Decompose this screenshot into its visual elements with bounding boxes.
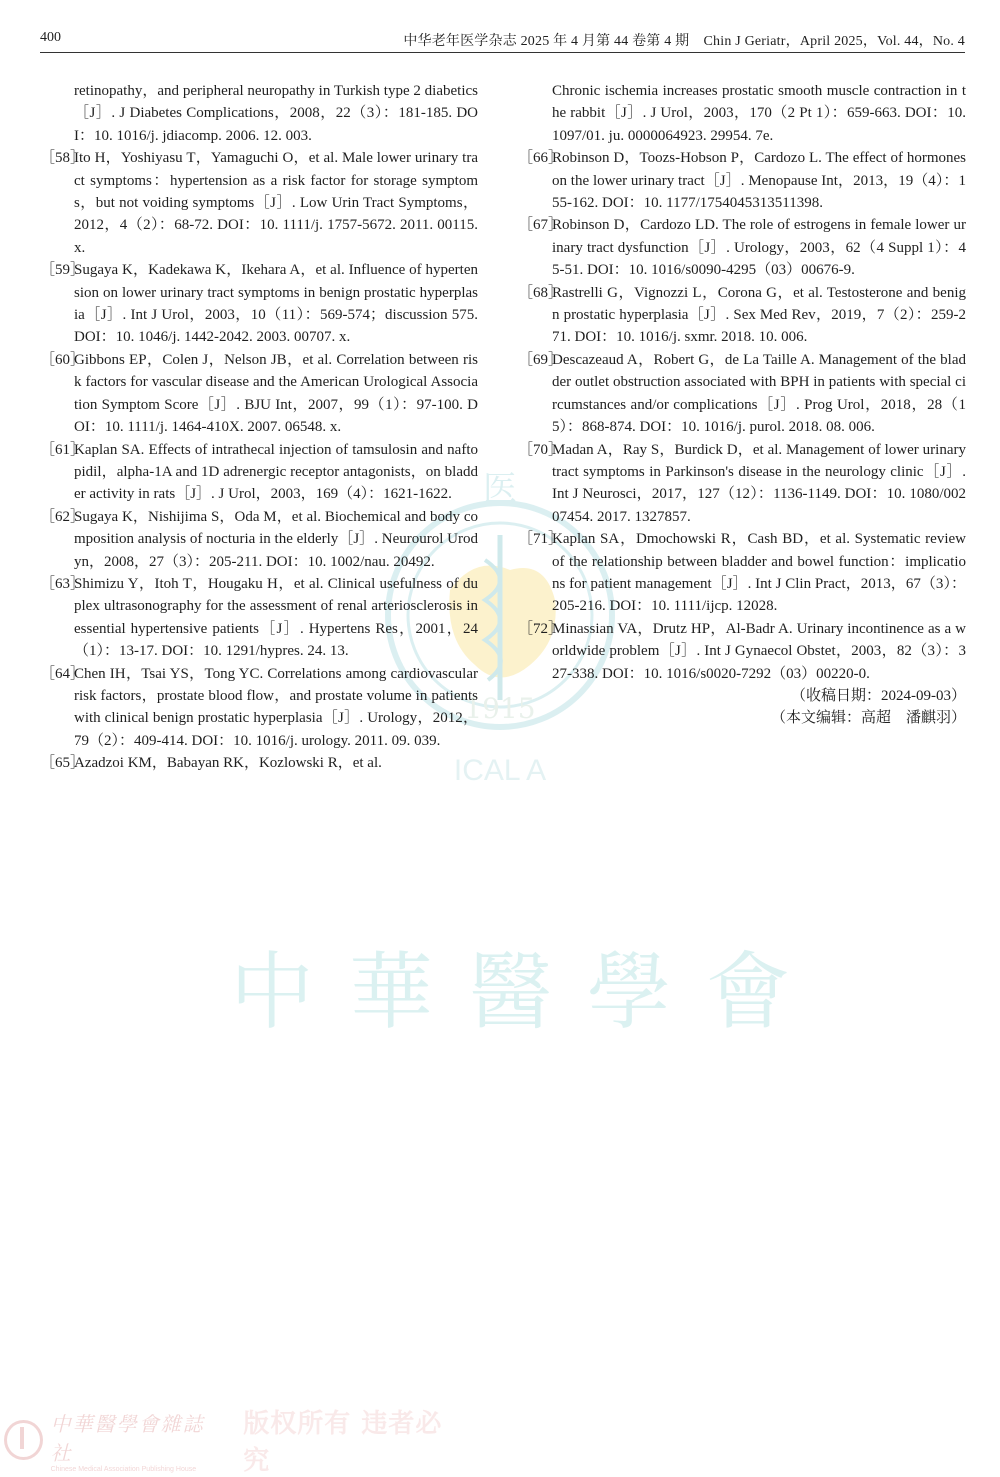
reference-number: ［64］ xyxy=(40,665,86,682)
reference-number: ［66］ xyxy=(518,150,564,167)
reference-continuation xyxy=(518,80,966,147)
reference-entry xyxy=(40,259,478,349)
reference-number: ［58］ xyxy=(40,150,86,167)
reference-entry xyxy=(40,439,478,506)
reference-text: Madan A，Ray S，Burdick D，et al. Management of lower urinary tract symptoms in Parkinson's disease in the neurology clinic［J］. Int J Neurosci，2017，127（12）：1136-1149. DOI：10. 1080/00207454. 2017. 1327857. xyxy=(552,441,966,525)
reference-column-right xyxy=(518,80,966,730)
reference-number: ［69］ xyxy=(518,351,564,368)
reference-entry xyxy=(518,147,966,214)
publisher-emblem-icon xyxy=(4,1420,43,1460)
reference-continuation xyxy=(40,80,478,147)
publisher-name-en: Chinese Medical Association Publishing House xyxy=(50,1465,197,1473)
reference-entry xyxy=(518,439,966,529)
reference-entry xyxy=(518,618,966,685)
reference-number: ［67］ xyxy=(518,217,564,234)
reference-entry xyxy=(518,528,966,618)
page-number: 400 xyxy=(40,30,61,45)
reference-entry xyxy=(40,573,478,663)
reference-text: retinopathy，and peripheral neuropathy in Turkish type 2 diabetics［J］. J Diabetes Complications，2008，22（3）：181-185. DOI：10. 1016/j. jdiacomp. 2006. 12. 003. xyxy=(74,83,478,144)
reference-text: Robinson D，Cardozo LD. The role of estrogens in female lower urinary tract dysfunction［J］. Urology，2003，62（4 Suppl 1）：45-51. DOI：10. 1016/s0090-4295（03）00676-9. xyxy=(552,217,966,279)
calligraphy-watermark xyxy=(230,930,790,1040)
reference-column-left xyxy=(40,80,478,775)
reference-number: ［72］ xyxy=(518,620,564,637)
reference-entry xyxy=(40,349,478,439)
reference-number: ［71］ xyxy=(518,531,564,548)
calligraphy-glyph: 華 xyxy=(348,942,433,1041)
reference-text: Ito H，Yoshiyasu T，Yamaguchi O，et al. Male lower urinary tract symptoms：hypertension as a risk factor for storage symptoms，but not voiding symptoms［J］. Low Urin Tract Symptoms，2012，4（2）：68-72. DOI：10. 1111/j. 1757-5672. 2011. 00115. x. xyxy=(74,150,478,256)
reference-number xyxy=(40,80,74,147)
reference-number: ［62］ xyxy=(40,508,86,525)
reference-entry xyxy=(518,349,966,439)
calligraphy-glyph: 會 xyxy=(705,942,790,1041)
article-end-notes xyxy=(518,685,966,730)
editor-credit: （本文编辑：高超 潘麒羽） xyxy=(770,710,966,727)
reference-entry xyxy=(518,282,966,349)
reference-text: Rastrelli G，Vignozzi L，Corona G，et al. Testosterone and benign prostatic hyperplasia［J］. Sex Med Rev，2019，7（2）：259-271. DOI：10. 1016/j. sxmr. 2018. 10. 006. xyxy=(552,284,966,346)
calligraphy-glyph: 學 xyxy=(586,942,671,1041)
reference-text: Gibbons EP，Colen J，Nelson JB，et al. Correlation between risk factors for vascular disease and the American Urological Association Symptom Score［J］. BJU Int，2007，99（1）：97-100. DOI：10. 1111/j. 1464-410X. 2007. 06548. x. xyxy=(74,351,478,436)
reference-text: Azadzoi KM，Babayan RK，Kozlowski R，et al. xyxy=(74,755,382,772)
reference-entry xyxy=(40,506,478,573)
publisher-brand xyxy=(51,1408,220,1473)
calligraphy-glyph: 醫 xyxy=(467,942,552,1041)
reference-text: Sugaya K，Kadekawa K，Ikehara A，et al. Influence of hypertension on lower urinary tract symptoms in benign prostatic hyperplasia［J］. Int J Urol，2003，10（11）：569-574；discussion 575. DOI：10. 1046/j. 1442-2042. 2003. 00707. x. xyxy=(74,262,478,346)
reference-text: Chen IH，Tsai YS，Tong YC. Correlations among cardiovascular risk factors，prostate blood flow，and prostate volume in patients with clinical benign prostatic hyperplasia［J］. Urology，2012，79（2）：409-414. DOI：10. 1016/j. urology. 2011. 09. 039. xyxy=(74,665,478,749)
reference-text: Kaplan SA. Effects of intrathecal injection of tamsulosin and naftopidil，alpha-1A and 1D adrenergic receptor antagonists，on bladder activity in rats［J］. J Urol，2003，169（4）：1621-1622. xyxy=(74,441,478,503)
reference-number xyxy=(518,80,552,147)
reference-number: ［70］ xyxy=(518,441,564,458)
reference-text: Kaplan SA，Dmochowski R，Cash BD，et al. Systematic review of the relationship between bladder and bowel function：implications for patient management［J］. Int J Clin Pract，2013，67（3）：205-216. DOI：10. 1111/ijcp. 12028. xyxy=(552,531,966,615)
reference-text: Minassian VA，Drutz HP，Al-Badr A. Urinary incontinence as a worldwide problem［J］. Int J Gynaecol Obstet，2003，82（3）：327-338. DOI：10. 1016/s0020-7292（03）00220-0. xyxy=(552,620,966,682)
seal-year: 1915 xyxy=(464,692,536,725)
received-date: （收稿日期：2024-09-03） xyxy=(791,687,966,704)
reference-number: ［65］ xyxy=(40,755,86,772)
reference-entry xyxy=(40,752,478,774)
reference-number: ［68］ xyxy=(518,284,564,301)
reference-number: ［63］ xyxy=(40,575,86,592)
reference-entry xyxy=(40,663,478,753)
calligraphy-glyph: 中 xyxy=(230,942,315,1041)
copyright-stamp: 版权所有 违者必究 xyxy=(243,1409,443,1476)
reference-entry xyxy=(40,147,478,259)
reference-number: ［60］ xyxy=(40,351,86,368)
reference-text: Chronic ischemia increases prostatic smooth muscle contraction in the rabbit［J］. J Urol，2003，170（2 Pt 1）：659-663. DOI：10. 1097/01. ju. 0000064923. 29954. 7e. xyxy=(552,83,966,144)
reference-text: Descazeaud A，Robert G，de La Taille A. Management of the bladder outlet obstruction associated with BPH in patients with special circumstances and/or complications［J］. Prog Urol，2018，28（15）：868-874. DOI：10. 1016/j. purol. 2018. 08. 006. xyxy=(552,351,966,436)
reference-text: Robinson D，Toozs-Hobson P，Cardozo L. The effect of hormones on the lower urinary tract［J］. Menopause Int，2013，19（4）：155-162. DOI：10. 1177/1754045313511398. xyxy=(552,150,966,212)
reference-entry xyxy=(518,214,966,281)
journal-citation: 中华老年医学杂志 2025 年 4 月第 44 卷第 4 期 Chin J Geriatr，April 2025，Vol. 44，No. 4 xyxy=(403,34,965,49)
reference-number: ［61］ xyxy=(40,441,86,458)
publisher-name-cn: 中華醫學會雜誌社 xyxy=(50,1411,205,1465)
seal-arc-text: ICAL A xyxy=(453,754,547,787)
reference-text: Sugaya K，Nishijima S，Oda M，et al. Biochemical and body composition analysis of nocturia in the elderly［J］. Neurourol Urodyn，2008，27（3）：205-211. DOI：10. 1002/nau. 20492. xyxy=(74,508,478,570)
seal-char: 医 xyxy=(483,469,517,509)
reference-number: ［59］ xyxy=(40,262,86,279)
publisher-logo-watermark xyxy=(0,1409,460,1476)
reference-text: Shimizu Y，Itoh T，Hougaku H，et al. Clinical usefulness of duplex ultrasonography for the assessment of renal arteriosclerosis in essential hypertensive patients［J］. Hypertens Res，2001，24（1）：13-17. DOI：10. 1291/hypres. 24. 13. xyxy=(74,575,478,660)
running-header xyxy=(40,28,965,53)
